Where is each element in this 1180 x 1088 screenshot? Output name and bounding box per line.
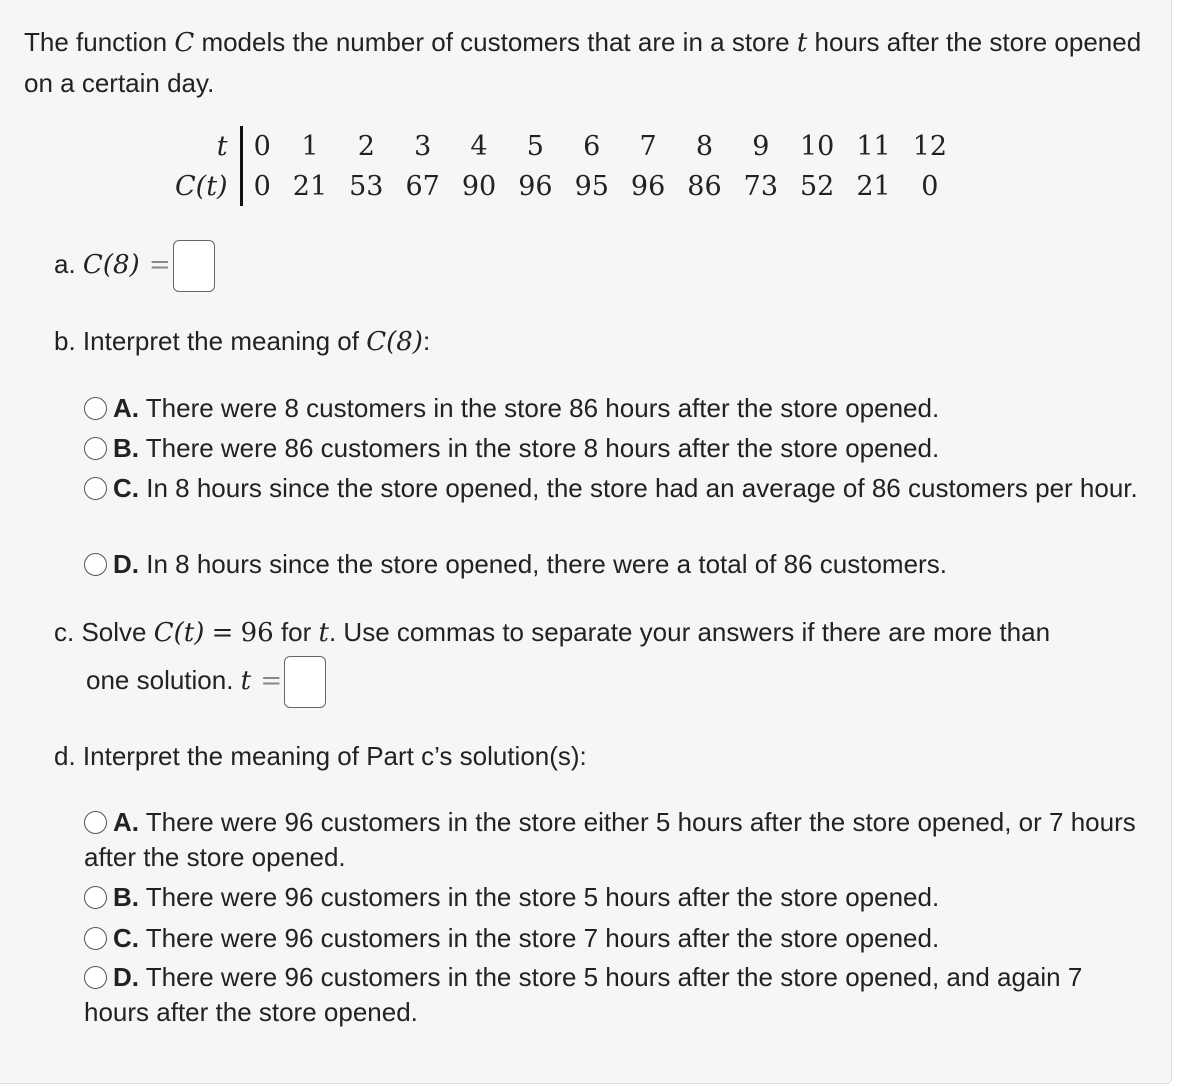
row-label-ct-text: C(t) [175, 170, 228, 202]
table-cell: 7 [639, 130, 657, 162]
part-c-expression: C(t) [153, 618, 205, 648]
part-b-prompt [54, 321, 430, 362]
table-cell: 5 [526, 130, 544, 162]
question-intro [24, 22, 1144, 103]
table-cell: 10 [800, 130, 835, 162]
variable-symbol: t [796, 28, 808, 58]
part-a-equals: = [148, 250, 171, 280]
function-symbol: C [174, 28, 195, 58]
radio-button[interactable] [84, 437, 107, 460]
option-text: In 8 hours since the store opened, there were a total of 86 customers. [146, 549, 947, 579]
part-c-variable: t [318, 618, 329, 648]
values-table [164, 126, 958, 206]
table-cell: 52 [800, 170, 835, 202]
part-b-option-d[interactable] [84, 547, 1144, 582]
option-letter: B. [113, 433, 139, 463]
table-cell: 96 [630, 170, 666, 202]
table-cell: 11 [856, 130, 891, 162]
part-c-equals: = [211, 618, 234, 648]
option-text: There were 96 customers in the store either 5 hours after the store opened, or 7 hours after the store opened. [84, 807, 1136, 872]
table-cell: 12 [912, 130, 948, 162]
table-cell: 8 [695, 130, 714, 162]
part-a-expression: C(8) [82, 250, 140, 280]
radio-button[interactable] [84, 553, 107, 576]
part-a-label: a. [54, 249, 83, 279]
radio-button[interactable] [84, 397, 107, 420]
table-cell: 6 [583, 130, 601, 162]
table-row-t [164, 126, 958, 166]
table-cell: 0 [253, 130, 271, 162]
part-d-option-c[interactable] [84, 921, 1144, 956]
option-text: In 8 hours since the store opened, the store had an average of 86 customers per hour. [146, 473, 1138, 503]
part-c-prompt [54, 612, 1050, 653]
row-label-t: t [164, 126, 241, 166]
option-text: There were 96 customers in the store 5 hours after the store opened, and again 7 hours after the store opened. [84, 962, 1083, 1027]
part-a-answer-input[interactable] [173, 240, 215, 292]
option-letter: D. [113, 549, 139, 579]
table-cell: 0 [921, 170, 939, 202]
part-b-option-c[interactable] [84, 471, 1144, 506]
table-row-ct [164, 166, 958, 206]
part-b-option-a[interactable] [84, 391, 1144, 426]
table-cell: 21 [856, 170, 891, 202]
table-cell: 9 [752, 130, 770, 162]
option-text: There were 8 customers in the store 86 hours after the store opened. [145, 393, 940, 423]
option-letter: D. [113, 962, 139, 992]
table-cell: 53 [349, 170, 384, 202]
part-c-answer-input[interactable] [284, 656, 326, 708]
intro-text-3: hours after the store opened on a certain day. [24, 27, 1142, 98]
radio-button[interactable] [84, 886, 107, 909]
table-cell: 2 [357, 130, 375, 162]
radio-button[interactable] [84, 477, 107, 500]
table-cell: 86 [687, 170, 722, 202]
part-b-prompt-text: b. Interpret the meaning of [54, 326, 367, 356]
table-cell: 4 [470, 130, 488, 162]
table-cell: 1 [301, 130, 319, 162]
table-cell: 21 [292, 170, 328, 202]
intro-text-2: models the number of customers that are in a store [194, 27, 797, 57]
part-a [54, 238, 215, 292]
option-text: There were 96 customers in the store 5 hours after the store opened. [145, 882, 940, 912]
radio-button[interactable] [84, 966, 107, 989]
part-d-option-b[interactable] [84, 880, 1144, 915]
table-cell: 3 [414, 130, 432, 162]
part-c-value: 96 [240, 618, 274, 648]
part-c-answer-line [86, 654, 326, 708]
part-c-label: c. Solve [54, 617, 154, 647]
part-c-for: for [273, 617, 319, 647]
part-c-line2-variable: t [240, 666, 252, 696]
part-c-line2-text: one solution. [86, 665, 241, 695]
table-cell: 0 [253, 170, 271, 202]
table-cell: 90 [461, 170, 497, 202]
option-text: There were 86 customers in the store 8 hours after the store opened. [145, 433, 940, 463]
table-cell: 96 [518, 170, 553, 202]
option-letter: A. [113, 393, 139, 423]
option-letter: A. [113, 807, 139, 837]
radio-button[interactable] [84, 927, 107, 950]
intro-text-1: The function [24, 27, 175, 57]
part-b-expression: C(8) [366, 327, 423, 357]
part-b-option-b[interactable] [84, 431, 1144, 466]
part-d-option-a[interactable] [84, 805, 1144, 875]
table-cell: 73 [743, 170, 778, 202]
part-d-prompt: d. Interpret the meaning of Part c’s solution(s): [54, 741, 587, 771]
row-label-ct [164, 166, 241, 206]
part-b-colon: : [422, 326, 431, 356]
table-cell: 67 [405, 170, 440, 202]
option-text: There were 96 customers in the store 7 hours after the store opened. [145, 923, 940, 953]
table-cell: 95 [574, 170, 609, 202]
option-letter: C. [113, 473, 139, 503]
part-c-line2-equals: = [260, 666, 283, 696]
option-letter: C. [113, 923, 139, 953]
option-letter: B. [113, 882, 139, 912]
part-d-option-d[interactable] [84, 960, 1144, 1030]
part-c-instructions: . Use commas to separate your answers if there are more than [328, 617, 1051, 647]
radio-button[interactable] [84, 811, 107, 834]
